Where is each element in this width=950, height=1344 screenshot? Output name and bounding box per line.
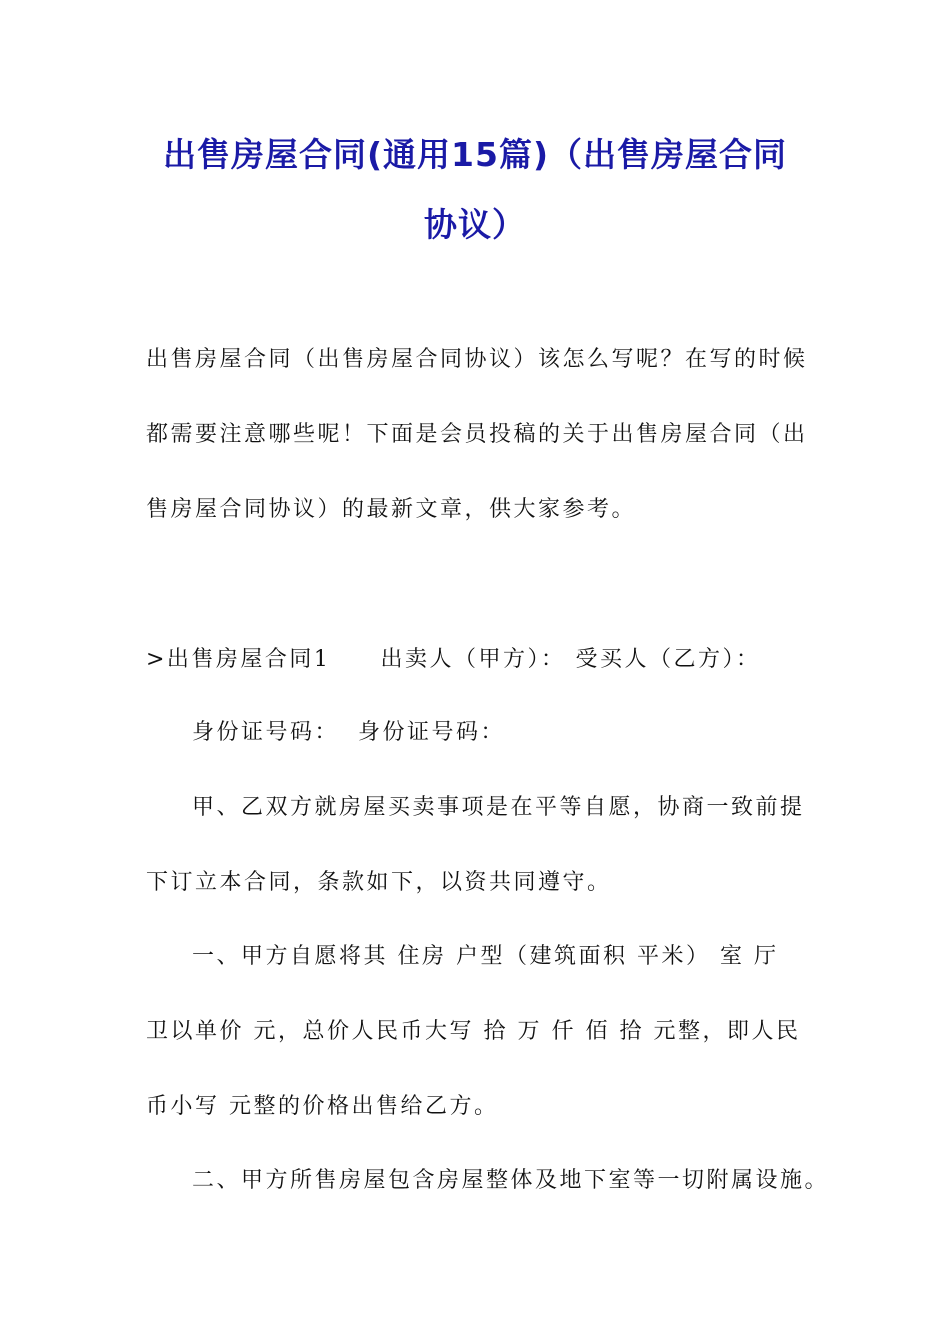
section-1-heading: >出售房屋合同1 <box>146 647 331 672</box>
document-title-line-1: 出售房屋合同(通用15篇)（出售房屋合同 <box>162 135 788 174</box>
seller-label: 出卖人（甲方）： <box>380 647 566 672</box>
paragraph-2-line-1: 一、甲方自愿将其 住房 户型（建筑面积 平米） 室 厅 <box>192 944 779 969</box>
paragraph-2-line-3: 币小写 元整的价格出售给乙方。 <box>146 1094 499 1119</box>
paragraph-1-line-2: 下订立本合同，条款如下，以资共同遵守。 <box>146 870 612 895</box>
intro-line-2: 都需要注意哪些呢！下面是会员投稿的关于出售房屋合同（出 <box>146 422 808 447</box>
paragraph-2-line-2: 卫以单价 元，总价人民币大写 拾 万 仟 佰 拾 元整，即人民 <box>146 1019 801 1044</box>
section-1-header-line <box>146 649 806 671</box>
paragraph-3-line-1: 二、甲方所售房屋包含房屋整体及地下室等一切附属设施。 <box>192 1168 830 1193</box>
id-number-line: 身份证号码： 身份证号码： <box>192 720 505 745</box>
buyer-label: 受买人（乙方）： <box>575 647 761 672</box>
intro-line-1: 出售房屋合同（出售房屋合同协议）该怎么写呢？在写的时候 <box>146 347 808 372</box>
intro-line-3: 售房屋合同协议）的最新文章，供大家参考。 <box>146 497 637 522</box>
paragraph-1-line-1: 甲、乙双方就房屋买卖事项是在平等自愿，协商一致前提 <box>192 795 805 820</box>
document-title-line-2: 协议） <box>424 205 526 244</box>
